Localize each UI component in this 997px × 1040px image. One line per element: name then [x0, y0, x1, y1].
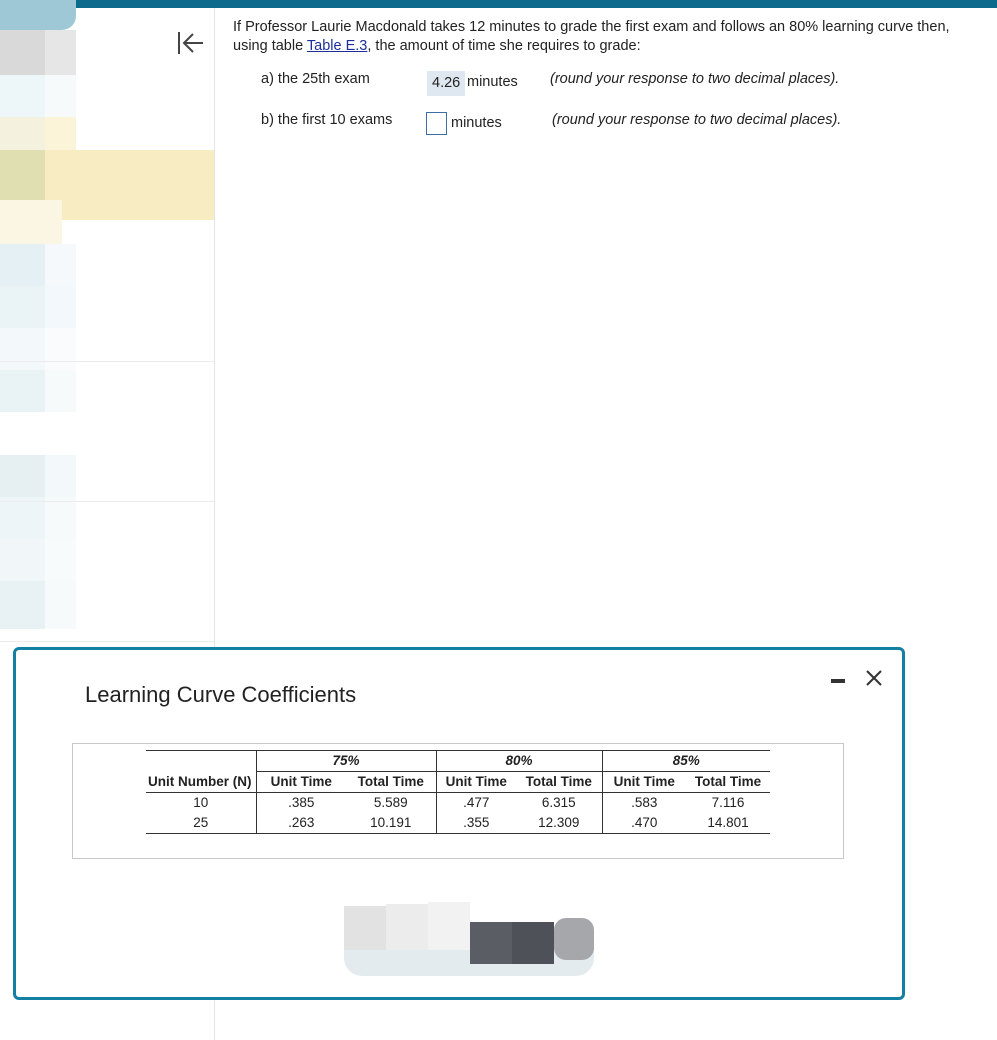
collapse-arrow-icon — [175, 30, 205, 56]
total-time-header: Total Time — [516, 772, 602, 793]
table-row — [146, 813, 770, 834]
part-a-unit: minutes — [467, 74, 518, 90]
coefficients-table-frame — [72, 743, 844, 859]
nav-divider — [0, 641, 214, 642]
blurred-nav-item — [0, 244, 76, 286]
table-cell: .263 — [256, 813, 346, 834]
group-header: 80% — [436, 751, 602, 772]
table-cell: 7.116 — [711, 795, 745, 810]
part-a-answer-field[interactable]: 4.26 — [427, 71, 465, 96]
blurred-nav-item — [0, 30, 76, 75]
table-cell: 14.801 — [686, 813, 770, 834]
question-text-start: If Professor Laurie Macdonald takes 12 minutes to grade the first exam and follows an 80% learning curve then, using table — [233, 19, 950, 54]
top-tab — [0, 0, 76, 30]
table-link[interactable]: Table E.3 — [306, 38, 368, 54]
coefficients-table — [146, 750, 770, 834]
unit-number-cell: 10 — [193, 795, 209, 810]
part-a-hint: (round your response to two decimal places). — [550, 71, 840, 87]
learning-curve-modal — [13, 647, 905, 1000]
modal-title: Learning Curve Coefficients — [85, 682, 357, 707]
close-x-icon — [864, 668, 884, 688]
blurred-nav-item — [0, 286, 76, 328]
blurred-nav-item — [0, 455, 76, 497]
blurred-nav-item — [0, 328, 76, 370]
table-cell: 6.315 — [541, 795, 576, 810]
table-cell: .583 — [602, 793, 686, 814]
blurred-nav-item — [0, 581, 76, 629]
blurred-nav-item — [0, 200, 76, 244]
blurred-buttons — [344, 900, 606, 980]
unit-time-header: Unit Time — [256, 772, 346, 793]
top-bar — [0, 0, 997, 8]
group-header: 75% — [256, 751, 436, 772]
table-cell: .385 — [256, 793, 346, 814]
part-b-unit: minutes — [451, 115, 502, 131]
blurred-nav-item — [0, 75, 76, 117]
unit-time-header: Unit Time — [602, 772, 686, 793]
close-icon[interactable] — [861, 664, 887, 692]
part-b-answer-field[interactable] — [426, 112, 447, 135]
table-cell: .470 — [602, 813, 686, 834]
collapse-panel-icon[interactable] — [174, 30, 206, 58]
table-cell: .355 — [436, 813, 516, 834]
blurred-nav-item — [0, 539, 76, 581]
nav-divider — [0, 501, 214, 502]
table-cell: 12.309 — [516, 813, 602, 834]
table-cell: .477 — [436, 793, 516, 814]
nav-divider — [0, 361, 214, 362]
table-cell: 5.589 — [373, 795, 408, 810]
table-row — [146, 793, 770, 814]
part-b-label: b) the first 10 exams — [261, 112, 393, 128]
unit-number-cell: 25 — [146, 813, 256, 834]
blurred-nav-item — [0, 370, 76, 412]
unit-time-header: Unit Time — [436, 772, 516, 793]
part-b-hint: (round your response to two decimal places). — [552, 112, 842, 128]
question-text — [233, 18, 988, 56]
blurred-nav-item — [0, 497, 76, 539]
question-text-end: , the amount of time she requires to grade: — [367, 38, 641, 54]
table-cell: 10.191 — [346, 813, 436, 834]
minimize-icon[interactable] — [829, 670, 847, 688]
total-time-header: Total Time — [686, 772, 770, 793]
group-header: 85% — [602, 751, 770, 772]
total-time-header: Total Time — [346, 772, 436, 793]
unit-number-header: Unit Number (N) — [146, 772, 256, 793]
part-a-label: a) the 25th exam — [261, 71, 370, 87]
